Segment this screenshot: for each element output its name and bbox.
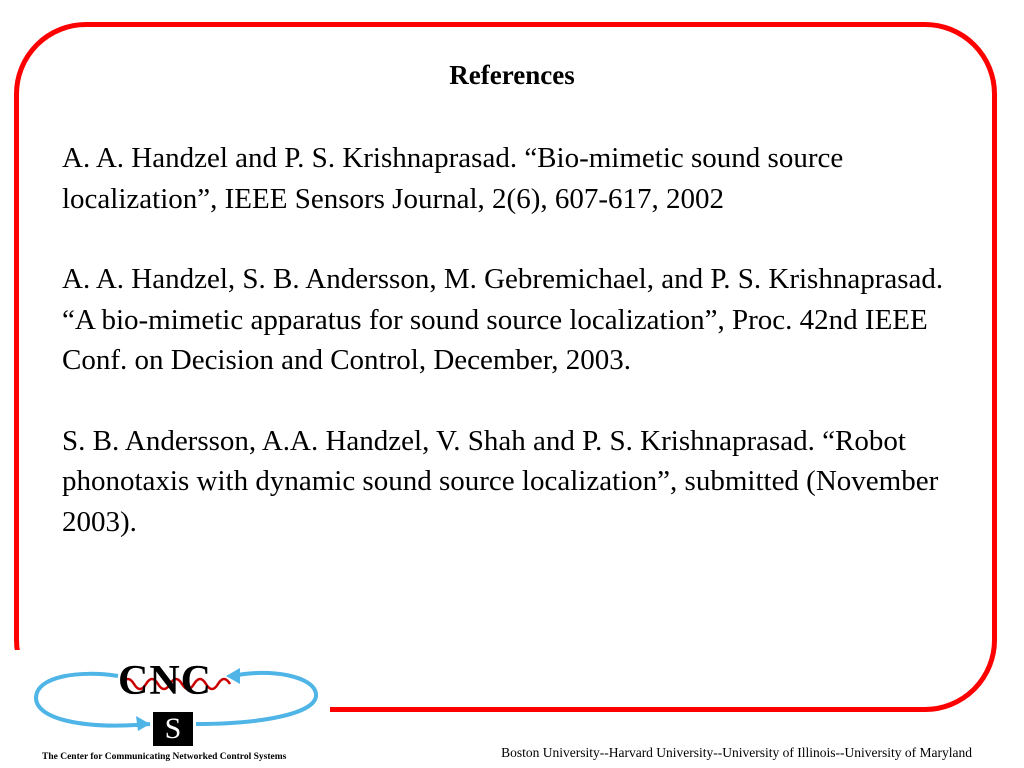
center-name-caption: The Center for Communicating Networked Control Systems (42, 752, 287, 762)
reference-item-2: A. A. Handzel, S. B. Andersson, M. Gebremichael, and P. S. Krishnaprasad. “A bio-mimetic apparatus for sound source localization”, Proc. 42nd IEEE Conf. on Decision and Control, December, 2003. (62, 263, 944, 376)
footer-universities: Boston University--Harvard University--University of Illinois--University of Maryland (501, 745, 972, 760)
reference-item-3: S. B. Andersson, A.A. Handzel, V. Shah and P. S. Krishnaprasad. “Robot phonotaxis with dynamic sound source localization”, submitted (November 2003). (62, 424, 939, 538)
s-logo-box: S (153, 712, 193, 746)
cncs-logo-graphic (0, 0, 330, 768)
slide-title: References (449, 60, 575, 90)
reference-item-1: A. A. Handzel and P. S. Krishnaprasad. “Bio-mimetic sound source localization”, IEEE Sensors Journal, 2(6), 607-617, 2002 (62, 142, 844, 215)
cnc-logo-text: CNC (118, 658, 212, 704)
loop-arrow-right-icon (196, 673, 316, 724)
arrow-head-left-icon (136, 716, 150, 731)
